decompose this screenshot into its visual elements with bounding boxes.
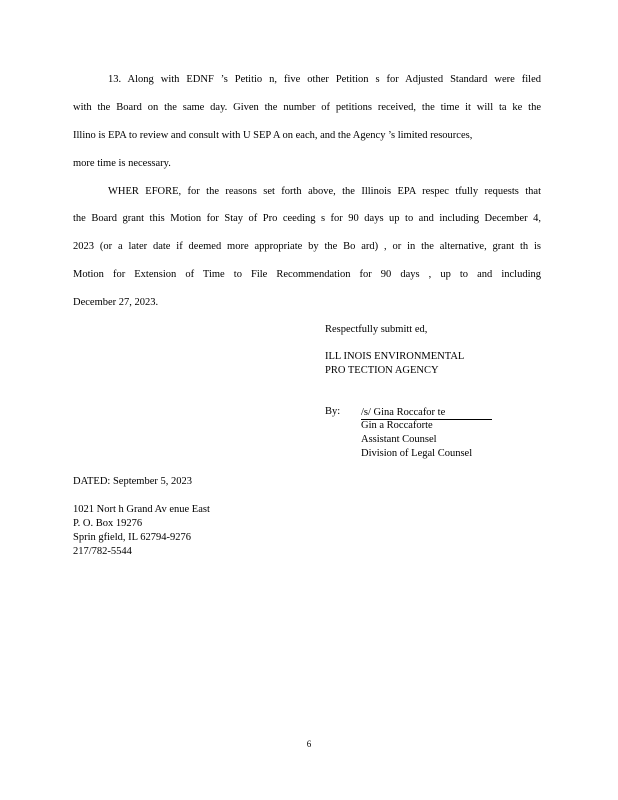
address-line-1: 1021 Nort h Grand Av enue East bbox=[73, 504, 210, 515]
wherefore-line-2: the Board grant this Motion for Stay of Pro ceeding s for 90 days up to and including December 4, bbox=[73, 213, 541, 224]
paragraph-13-line-3: Illino is EPA to review and consult with U SEP A on each, and the Agency ’s limited resources, bbox=[73, 130, 473, 141]
wherefore-line-3: 2023 (or a later date if deemed more appropriate by the Bo ard) , or in the alternative, grant th is bbox=[73, 241, 541, 252]
address-phone: 217/782-5544 bbox=[73, 546, 132, 557]
agency-name-line-1: ILL INOIS ENVIRONMENTAL bbox=[325, 351, 465, 362]
page-number: 6 bbox=[306, 739, 312, 749]
signature-line: /s/ Gina Roccafor te bbox=[361, 407, 492, 420]
signer-name: Gin a Roccaforte bbox=[361, 420, 433, 431]
wherefore-line-5: December 27, 2023. bbox=[73, 297, 159, 308]
dated-line: DATED: September 5, 2023 bbox=[73, 476, 192, 487]
agency-name-line-2: PRO TECTION AGENCY bbox=[325, 365, 439, 376]
address-line-2: P. O. Box 19276 bbox=[73, 518, 143, 529]
wherefore-line-4: Motion for Extension of Time to File Recommendation for 90 days , up to and including bbox=[73, 269, 541, 280]
by-label: By: bbox=[325, 406, 341, 417]
signer-title: Assistant Counsel bbox=[361, 434, 437, 445]
paragraph-13-line-1: 13. Along with EDNF ’s Petitio n, five other Petition s for Adjusted Standard were filed bbox=[108, 74, 541, 85]
wherefore-line-1: WHER EFORE, for the reasons set forth above, the Illinois EPA respec tfully requests that bbox=[108, 186, 541, 197]
signer-division: Division of Legal Counsel bbox=[361, 448, 473, 459]
paragraph-13-line-2: with the Board on the same day. Given the number of petitions received, the time it will ta ke the bbox=[73, 102, 541, 113]
address-line-3: Sprin gfield, IL 62794-9276 bbox=[73, 532, 192, 543]
respectfully-submitted: Respectfully submitt ed, bbox=[325, 324, 428, 335]
paragraph-13-line-4: more time is necessary. bbox=[73, 158, 171, 169]
